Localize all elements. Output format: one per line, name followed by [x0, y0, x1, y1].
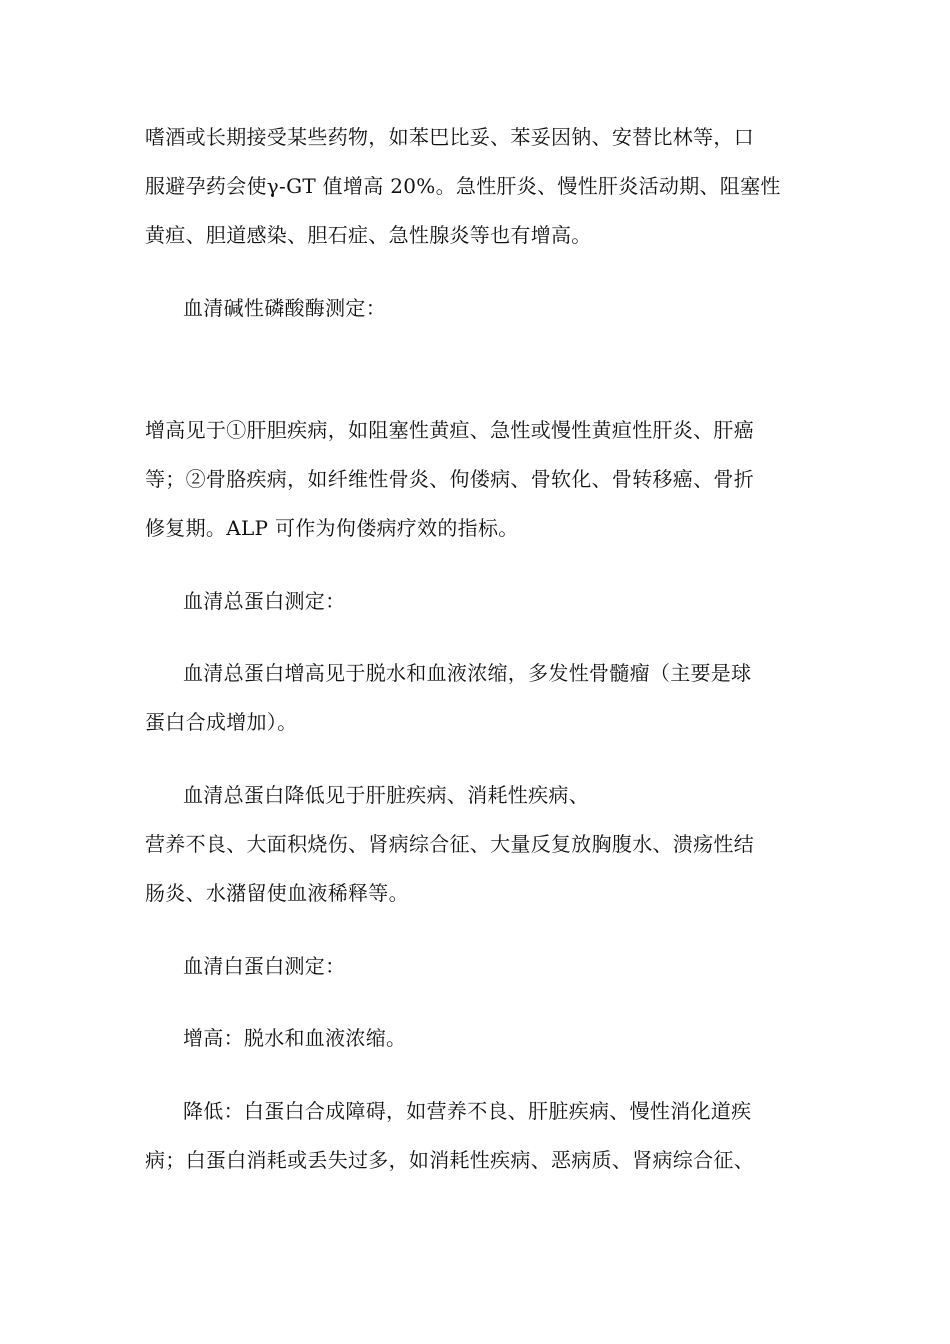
text-line: 病；白蛋白消耗或丢失过多，如消耗性疾病、恶病质、肾病综合征、: [145, 1148, 754, 1172]
text-line: 增高见于①肝胆疾病，如阻塞性黄疸、急性或慢性黄疸性肝炎、肝癌: [145, 418, 754, 442]
section-heading-total-protein: 血清总蛋白测定：: [183, 589, 346, 613]
section-heading-albumin: 血清白蛋白测定：: [183, 954, 346, 978]
paragraph-albumin-increase: 增高：脱水和血液浓缩。: [183, 1026, 407, 1050]
text-line: 营养不良、大面积烧伤、肾病综合征、大量反复放胸腹水、溃疡性结: [145, 832, 754, 856]
text-line: 修复期。ALP 可作为佝偻病疗效的指标。: [145, 516, 519, 540]
text-line: 等；②骨胳疾病，如纤维性骨炎、佝偻病、骨软化、骨转移癌、骨折: [145, 467, 754, 491]
text-line: 血清总蛋白增高见于脱水和血液浓缩，多发性骨髓瘤（主要是球: [183, 661, 752, 685]
text-line: 血清总蛋白降低见于肝脏疾病、消耗性疾病、: [183, 783, 589, 807]
section-heading-alp: 血清碱性磷酸酶测定：: [183, 296, 386, 320]
text-line: 肠炎、水潴留使血液稀释等。: [145, 881, 409, 905]
text-line: 嗜酒或长期接受某些药物，如苯巴比妥、苯妥因钠、安替比林等，口: [145, 125, 754, 149]
text-line: 服避孕药会使γ-GT 值增高 20%。急性肝炎、慢性肝炎活动期、阻塞性: [145, 174, 781, 198]
text-line: 蛋白合成增加）。: [145, 710, 298, 734]
text-line: 黄疸、胆道感染、胆石症、急性腺炎等也有增高。: [145, 223, 592, 247]
text-line: 降低：白蛋白合成障碍，如营养不良、肝脏疾病、慢性消化道疾: [183, 1099, 752, 1123]
